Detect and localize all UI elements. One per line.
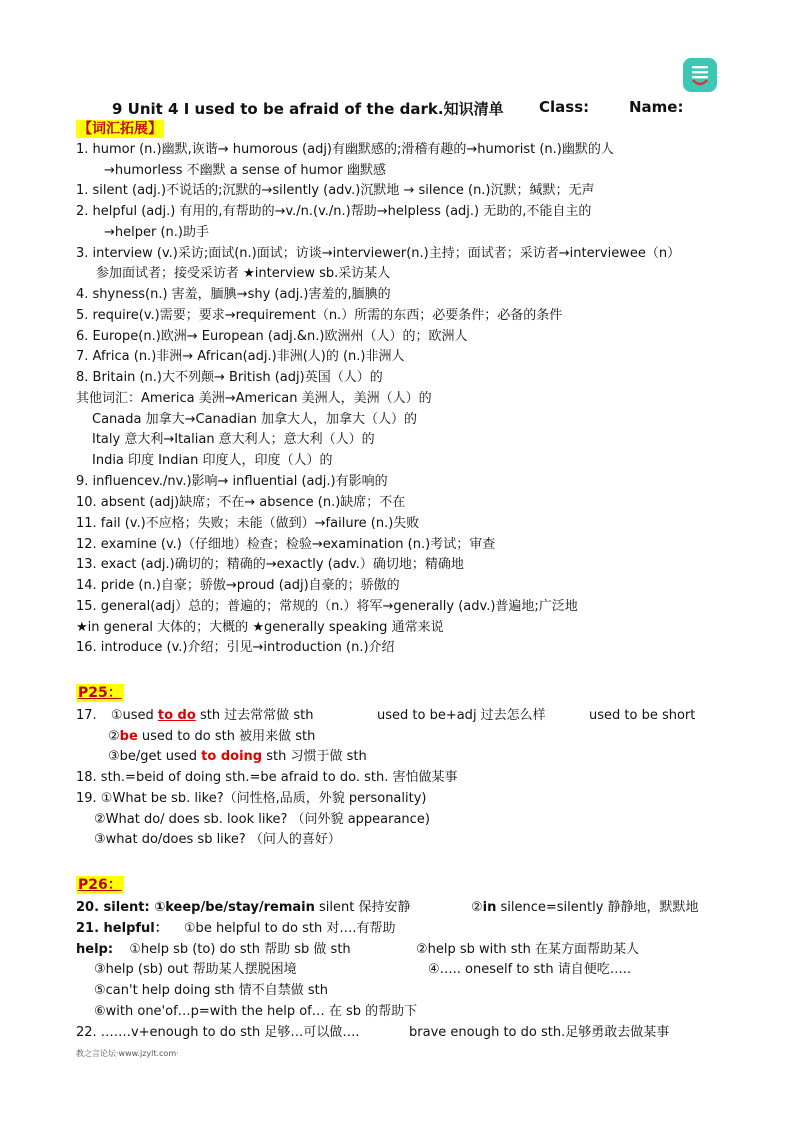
site-logo [683, 58, 717, 92]
p26-line-22b: brave enough to do sth.足够勇敢去做某事 [409, 1025, 670, 1040]
vocab-line: 16. introduce (v.)介绍；引见→introduction (n.)介绍 [76, 640, 395, 655]
vocab-line: 7. Africa (n.)非洲→ African(adj.)非洲(人)的 (n.)非洲人 [76, 349, 405, 364]
p26-help-3: ③help (sb) out 帮助某人摆脱困境 [94, 962, 297, 977]
phrase-text: ①used [110, 708, 158, 723]
p25-line-17 [76, 708, 313, 724]
word-label: 21. helpful： [76, 921, 168, 936]
vocab-line: India 印度 Indian 印度人，印度（人）的 [92, 453, 333, 468]
word-label: help: [76, 942, 114, 957]
p26-help-row-1 [76, 942, 351, 958]
highlight-text: to do [157, 708, 196, 723]
vocab-line: 6. Europe(n.)欧洲→ European (adj.&n.)欧洲州（人）的；欧洲人 [76, 329, 468, 344]
vocab-line: →humorless 不幽默 a sense of humor 幽默感 [104, 163, 387, 178]
name-label: Name: [629, 98, 684, 116]
phrase-text: used to do sth 被用来做 sth [137, 729, 316, 744]
vocab-line: 参加面试者；接受采访者 ★interview sb.采访某人 [96, 266, 391, 281]
vocab-line: 1. humor (n.)幽默,诙谐→ humorous (adj)有幽默感的;滑稽有趣的→humorist (n.)幽默的人 [76, 142, 614, 157]
p26-help-4: ④….. oneself to sth 请自便吃….. [428, 962, 632, 977]
p26-help-6: ⑥with one'of…p=with the help of… 在 sb 的帮助下 [94, 1004, 418, 1019]
vocab-line: 14. pride (n.)自豪；骄傲→proud (adj)自豪的；骄傲的 [76, 578, 400, 593]
vocab-line: 3. interview (v.)采访;面试(n.)面试；访谈→interviewer(n.)主持；面试者；采访者→interviewee（n） [76, 246, 681, 261]
title-text: 9 Unit 4 I used to be afraid of the dark.知识清单 [112, 100, 504, 118]
footer-text: 教之言论坛·www.jzylt.com· [76, 1049, 179, 1058]
p25-line-17-col2: used to be+adj 过去怎么样 [377, 708, 546, 723]
p26-line-20 [76, 900, 411, 916]
phrase-text: ①help sb (to) do sth 帮助 sb 做 sth [129, 942, 351, 957]
bold-phrase: ①keep/be/stay/remain [154, 900, 315, 915]
vocab-line: Canada 加拿大→Canadian 加拿大人，加拿大（人）的 [92, 412, 417, 427]
p25-line-19b: ②What do/ does sb. look like? （问外貌 appearance) [94, 812, 430, 827]
p26-line-22a: 22. …….v+enough to do sth 足够…可以做…. [76, 1025, 360, 1040]
p26-line-20b [471, 900, 699, 916]
phrase-text: sth 习惯于做 sth [262, 749, 367, 764]
p25-line-19c: ③what do/does sb like? （问人的喜好） [94, 832, 341, 847]
vocab-line: ★in general 大体的；大概的 ★generally speaking 通常来说 [76, 620, 444, 635]
p26-heading-text: P26： [78, 877, 122, 893]
p26-help-5: ⑤can't help doing sth 情不自禁做 sth [94, 983, 328, 998]
highlight-text: to doing [201, 749, 263, 764]
highlight-text: be [119, 729, 138, 744]
p25-heading [76, 684, 124, 702]
vocab-line: 10. absent (adj)缺席；不在→ absence (n.)缺席；不在 [76, 495, 406, 510]
phrase-text: ①be helpful to do sth 对….有帮助 [183, 921, 396, 936]
vocab-line: Italy 意大利→Italian 意大利人；意大利（人）的 [92, 432, 375, 447]
vocab-line: 2. helpful (adj.) 有用的,有帮助的→v./n.(v./n.)帮助→helpless (adj.) 无助的,不能自主的 [76, 204, 592, 219]
circle-number: ② [471, 900, 483, 915]
vocab-line: 5. require(v.)需要；要求→requirement（n.）所需的东西；必要条件；必备的条件 [76, 308, 563, 323]
vocab-line: 1. silent (adj.)不说话的;沉默的→silently (adv.)沉默地 → silence (n.)沉默；缄默；无声 [76, 183, 595, 198]
line-number: 17. [76, 708, 97, 723]
p25-heading-text: P25： [78, 685, 122, 701]
p25-line-18: 18. sth.=beid of doing sth.=be afraid to do. sth. 害怕做某事 [76, 770, 458, 785]
phrase-text: silent 保持安静 [314, 900, 411, 915]
phrase-text: sth 过去常常做 sth [195, 708, 314, 723]
vocab-line: 15. general(adj）总的；普遍的；常规的（n.）将军→generally (adv.)普遍地;广泛地 [76, 599, 578, 614]
phrase-text: ③be/get used [108, 749, 202, 764]
vocab-line: 其他词汇：America 美洲→American 美洲人，美洲（人）的 [76, 391, 432, 406]
vocab-line: 4. shyness(n.) 害羞，腼腆→shy (adj.)害羞的,腼腆的 [76, 287, 391, 302]
p25-line-17-3 [108, 749, 367, 765]
vocab-line: 9. influencev./nv.)影响→ influential (adj.)有影响的 [76, 474, 388, 489]
phrase-text: silence=silently 静静地，默默地 [496, 900, 699, 915]
word-label: 20. silent: [76, 900, 155, 915]
vocab-line: 8. Britain (n.)大不列颠→ British (adj)英国（人）的 [76, 370, 383, 385]
vocab-line: 11. fail (v.)不应格；失败；未能（做到）→failure (n.)失败 [76, 516, 420, 531]
vocab-section-heading: 【词汇拓展】 [78, 121, 162, 137]
vocab-line: 13. exact (adj.)确切的；精确的→exactly (adv.）确切地；精确地 [76, 557, 464, 572]
p26-line-21 [76, 921, 396, 937]
vocab-line: →helper (n.)助手 [104, 225, 209, 240]
class-label: Class: [539, 98, 590, 116]
p26-help-2: ②help sb with sth 在某方面帮助某人 [416, 942, 639, 957]
bold-phrase: in [482, 900, 497, 915]
p25-line-17-2 [108, 729, 315, 745]
p25-line-17-col3: used to be short [589, 708, 696, 723]
document-title [112, 98, 504, 119]
p26-heading [76, 876, 124, 894]
vocab-line: 12. examine (v.)（仔细地）检查；检验→examination (n.)考试；审查 [76, 537, 496, 552]
circle-number: ② [108, 729, 120, 744]
p25-line-19: 19. ①What be sb. like?（问性格,品质，外貌 personality) [76, 791, 427, 806]
